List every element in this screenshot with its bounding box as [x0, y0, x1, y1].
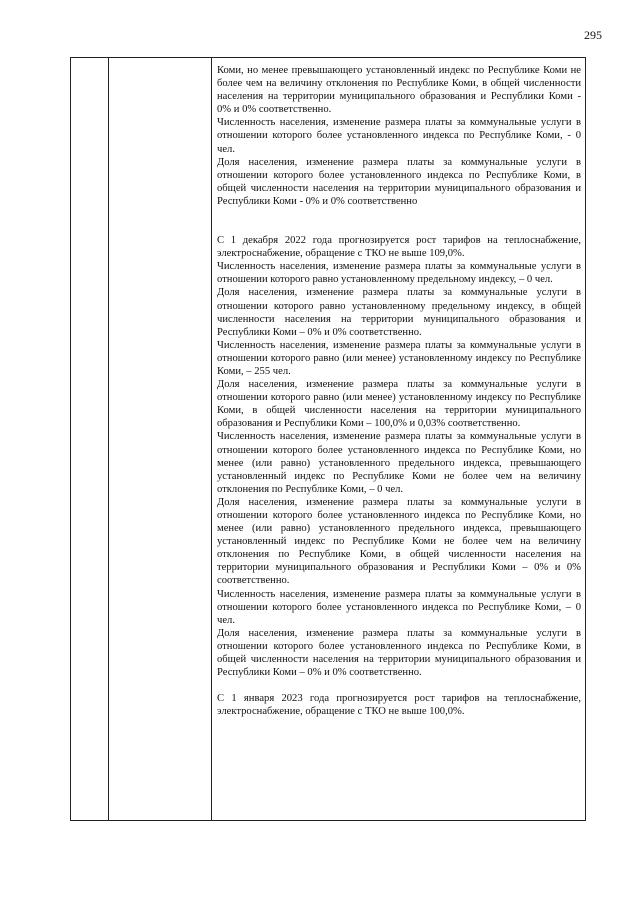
text-cell [217, 64, 581, 718]
paragraph: Численность населения, изменение размера платы за коммунальные услуги в отношении которого равно (или менее) установленному индексу по Республике Коми, – 255 чел. [217, 339, 581, 377]
paragraph: Доля населения, изменение размера платы за коммунальные услуги в отношении которого равно установленному предельному индексу, в общей численности населения на территории муниципального образования и Республики Коми – 0% и 0% соответственно. [217, 287, 581, 338]
paragraph: Численность населения, изменение размера платы за коммунальные услуги в отношении которого более установленного индекса по Республике Коми, но менее (или равно) установленного предельного индекса, превышающего установленный индекс по Республике Коми не более чем на величину отклонения по Республике Коми, – 0 чел. [217, 431, 581, 495]
page-number: 295 [584, 28, 602, 42]
column-divider [108, 58, 109, 820]
paragraph-gap [217, 679, 581, 692]
paragraph: Численность населения, изменение размера платы за коммунальные услуги в отношении которого равно установленному предельному индексу, – 0 чел. [217, 261, 581, 286]
paragraph: Доля населения, изменение размера платы за коммунальные услуги в отношении которого более установленного индекса по Республике Коми, в общей численности населения на территории муниципального образования и Республики Коми - 0% и 0% соответственно [217, 156, 581, 207]
paragraph-gap [217, 221, 581, 234]
paragraph: Доля населения, изменение размера платы за коммунальные услуги в отношении которого более установленного индекса по Республике Коми, в общей численности населения на территории муниципального образования и Республики Коми – 0% и 0% соответственно. [217, 627, 581, 679]
paragraph: Доля населения, изменение размера платы за коммунальные услуги в отношении которого равно (или менее) установленному индексу по Республике Коми, в общей численности населения на территории муниципального образования и Республики Коми – 100,0% и 0,03% соответственно. [217, 379, 581, 430]
paragraph: Численность населения, изменение размера платы за коммунальные услуги в отношении которого более установленного индекса по Республике Коми, - 0 чел. [217, 117, 581, 155]
paragraph: Численность населения, изменение размера платы за коммунальные услуги в отношении которого более установленного индекса по Республике Коми, – 0 чел. [217, 588, 581, 626]
column-divider [211, 58, 212, 820]
paragraph-gap [217, 208, 581, 221]
paragraph: Доля населения, изменение размера платы за коммунальные услуги в отношении которого более установленного индекса по Республике Коми, но менее (или равно) установленного предельного индекса, превышающего установленный индекс по Республике Коми не более чем на величину отклонения по Республике Коми, в общей численности населения на территории муниципального образования и Республики Коми – 0% и 0% соответственно. [217, 496, 581, 587]
document-table [70, 57, 586, 821]
paragraph: Коми, но менее превышающего установленный индекс по Республике Коми не более чем на величину отклонения по Республике Коми, в общей численности населения на территории муниципального образования и Республики Коми - 0% и 0% соответственно. [217, 65, 581, 116]
paragraph: С 1 января 2023 года прогнозируется рост тарифов на теплоснабжение, электроснабжение, обращение с ТКО не выше 100,0%. [217, 693, 581, 718]
paragraph: С 1 декабря 2022 года прогнозируется рост тарифов на теплоснабжение, электроснабжение, обращение с ТКО не выше 109,0%. [217, 235, 581, 260]
